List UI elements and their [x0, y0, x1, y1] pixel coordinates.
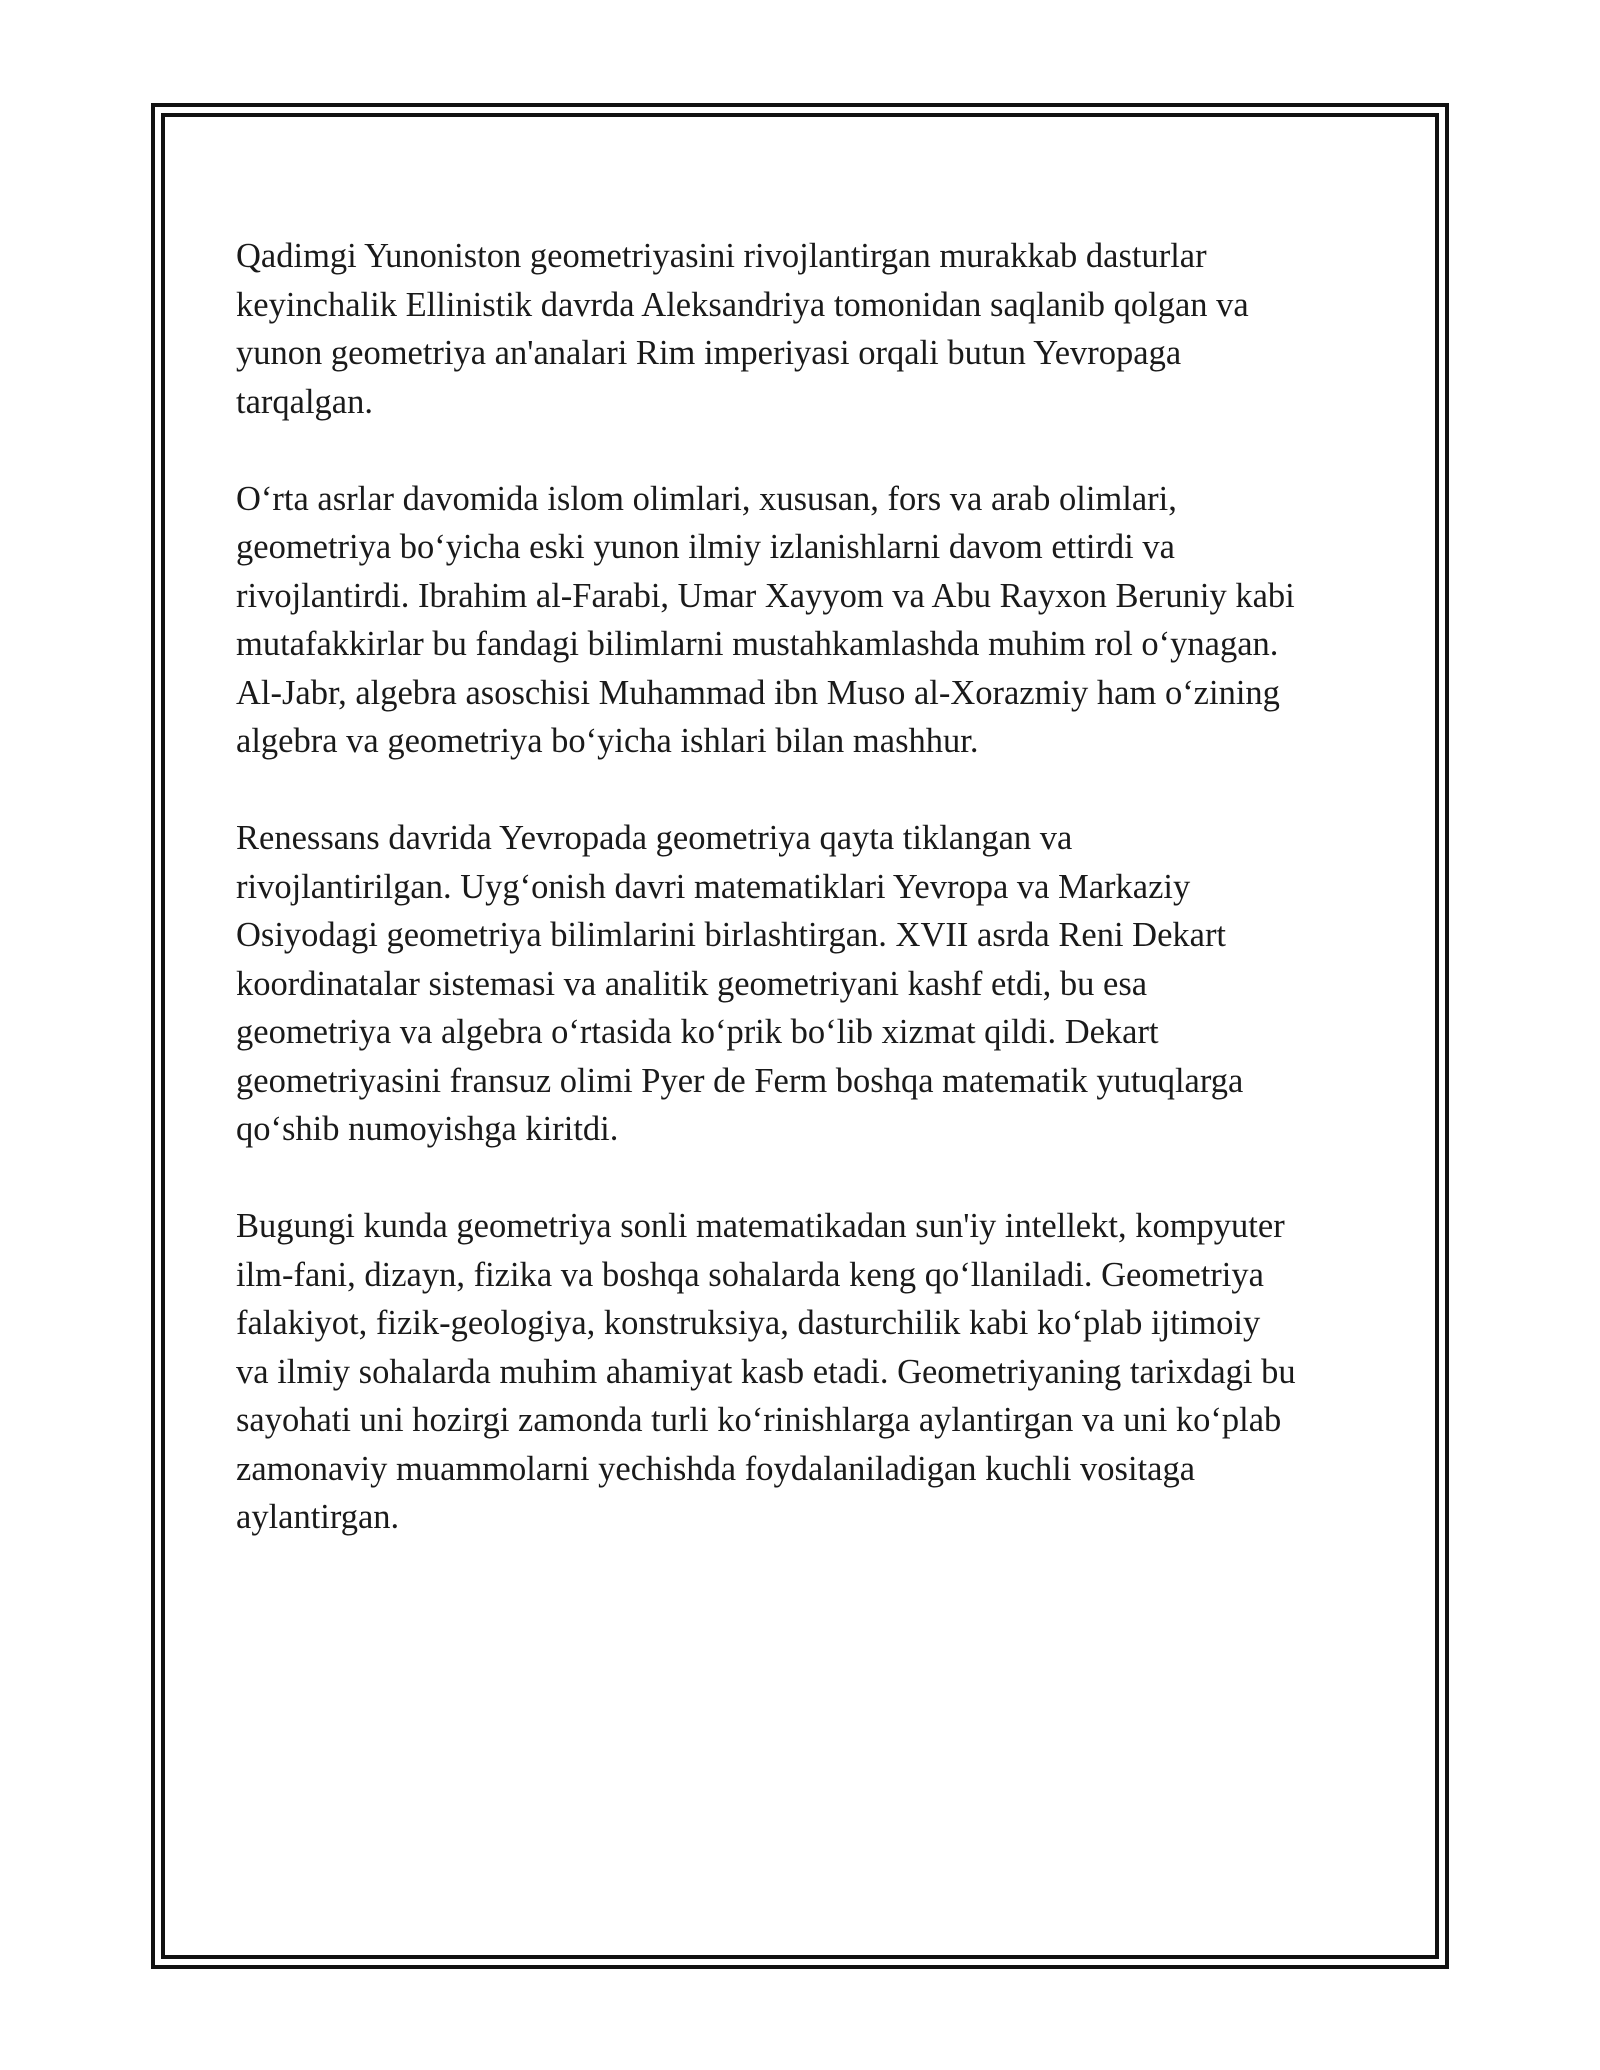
paragraph-4 — [236, 1202, 1386, 1542]
text-line: geometriya bo‘yicha eski yunon ilmiy izlanishlarni davom ettirdi va — [236, 528, 1175, 566]
text-line: qo‘shib numoyishga kiritdi. — [236, 1110, 619, 1148]
text-line: Bugungi kunda geometriya sonli matematikadan sun'iy intellekt, kompyuter — [236, 1207, 1285, 1245]
text-line: yunon geometriya an'analari Rim imperiyasi orqali butun Yevropaga — [236, 334, 1182, 372]
text-line: sayohati uni hozirgi zamonda turli ko‘rinishlarga aylantirgan va uni ko‘plab — [236, 1401, 1282, 1439]
text-line: tarqalgan. — [236, 382, 373, 421]
text-line: geometriya va algebra o‘rtasida ko‘prik bo‘lib xizmat qildi. Dekart — [236, 1013, 1159, 1051]
text-line: mutafakkirlar bu fandagi bilimlarni mustahkamlashda muhim rol o‘ynagan. — [236, 625, 1279, 663]
text-line: Renessans davrida Yevropada geometriya qayta tiklangan va — [236, 819, 1073, 857]
document-body — [236, 232, 1386, 1590]
text-line: Al-Jabr, algebra asoschisi Muhammad ibn Muso al-Xorazmiy ham o‘zining — [236, 673, 1280, 712]
paragraph-2 — [236, 475, 1386, 766]
text-line: falakiyot, fizik-geologiya, konstruksiya, dasturchilik kabi ko‘plab ijtimoiy — [236, 1304, 1261, 1342]
text-line: rivojlantirdi. Ibrahim al-Farabi, Umar Xayyom va Abu Rayxon Beruniy kabi — [236, 576, 1295, 615]
paragraph-3 — [236, 814, 1386, 1154]
text-line: Qadimgi Yunoniston geometriyasini rivojlantirgan murakkab dasturlar — [236, 237, 1207, 275]
text-line: ilm-fani, dizayn, fizika va boshqa sohalarda keng qo‘llaniladi. Geometriya — [236, 1255, 1264, 1294]
paragraph-1 — [236, 232, 1386, 426]
text-line: rivojlantirilgan. Uyg‘onish davri matematiklari Yevropa va Markaziy — [236, 867, 1191, 906]
text-line: zamonaviy muammolarni yechishda foydalaniladigan kuchli vositaga — [236, 1449, 1196, 1488]
text-line: koordinatalar sistemasi va analitik geometriyani kashf etdi, bu esa — [236, 964, 1148, 1003]
text-line: O‘rta asrlar davomida islom olimlari, xususan, fors va arab olimlari, — [236, 479, 1177, 518]
text-line: keyinchalik Ellinistik davrda Aleksandriya tomonidan saqlanib qolgan va — [236, 285, 1249, 324]
text-line: va ilmiy sohalarda muhim ahamiyat kasb etadi. Geometriyaning tarixdagi bu — [236, 1352, 1296, 1391]
text-line: aylantirgan. — [236, 1498, 400, 1536]
text-line: Osiyodagi geometriya bilimlarini birlashtirgan. XVII asrda Reni Dekart — [236, 916, 1227, 954]
text-line: algebra va geometriya bo‘yicha ishlari bilan mashhur. — [236, 722, 979, 760]
text-line: geometriyasini fransuz olimi Pyer de Ferm boshqa matematik yutuqlarga — [236, 1061, 1244, 1100]
